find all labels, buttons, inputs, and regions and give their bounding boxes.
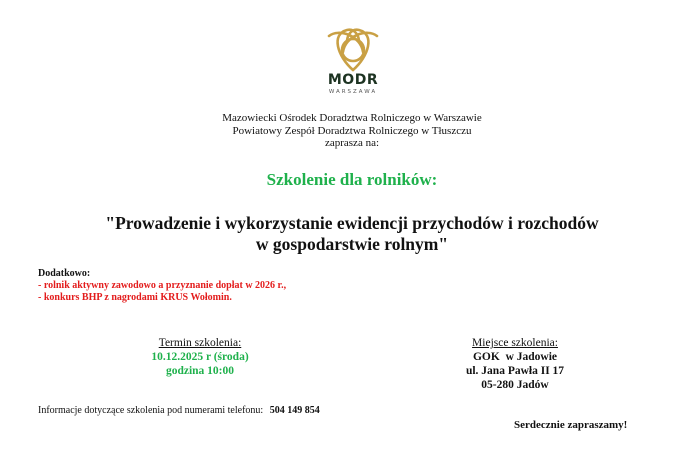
date-value: 10.12.2025 r (środa): [151, 351, 249, 363]
closing-text: Serdecznie zapraszamy!: [514, 419, 628, 431]
contact-text: Informacje dotyczące szkolenia pod numerami telefonu:: [38, 405, 264, 416]
organizer-line-2: Powiatowy Zespół Doradztwa Rolniczego w Tłuszczu: [232, 124, 472, 137]
organizer-line-1: Mazowiecki Ośrodek Doradztwa Rolniczego w Warszawie: [222, 112, 482, 124]
contact-phone: 504 149 854: [269, 405, 320, 416]
location-label: Miejsce szkolenia:: [472, 337, 558, 349]
extra-label: Dodatkowo:: [38, 268, 91, 279]
organizer-line-3: zaprasza na:: [324, 137, 380, 149]
organizer-block: [0, 112, 700, 150]
location-city: 05-280 Jadów: [481, 379, 549, 391]
logo-subtitle: WARSZAWA: [328, 89, 378, 95]
title-line-2: w gospodarstwie rolnym": [255, 234, 449, 254]
location-venue: GOK w Jadowie: [472, 351, 557, 363]
training-heading: Szkolenie dla rolników:: [266, 170, 438, 189]
training-title: [0, 213, 700, 255]
title-line-1: "Prowadzenie i wykorzystanie ewidencji przychodów i rozchodów: [105, 213, 599, 233]
triquetra-logo-icon: [325, 26, 381, 72]
extra-item: - rolnik aktywny zawodowo a przyznanie dopłat w 2026 r.,: [38, 280, 287, 291]
location-street: ul. Jana Pawła II 17: [465, 365, 565, 377]
date-block: [80, 336, 320, 378]
extra-block: [38, 268, 286, 304]
contact-info: [38, 405, 320, 417]
logo-name: MODR: [327, 72, 379, 88]
time-value: godzina 10:00: [165, 365, 235, 377]
extra-item: - konkurs BHP z nagrodami KRUS Wołomin.: [38, 292, 232, 303]
date-label: Termin szkolenia:: [158, 337, 242, 349]
location-block: [395, 336, 635, 392]
